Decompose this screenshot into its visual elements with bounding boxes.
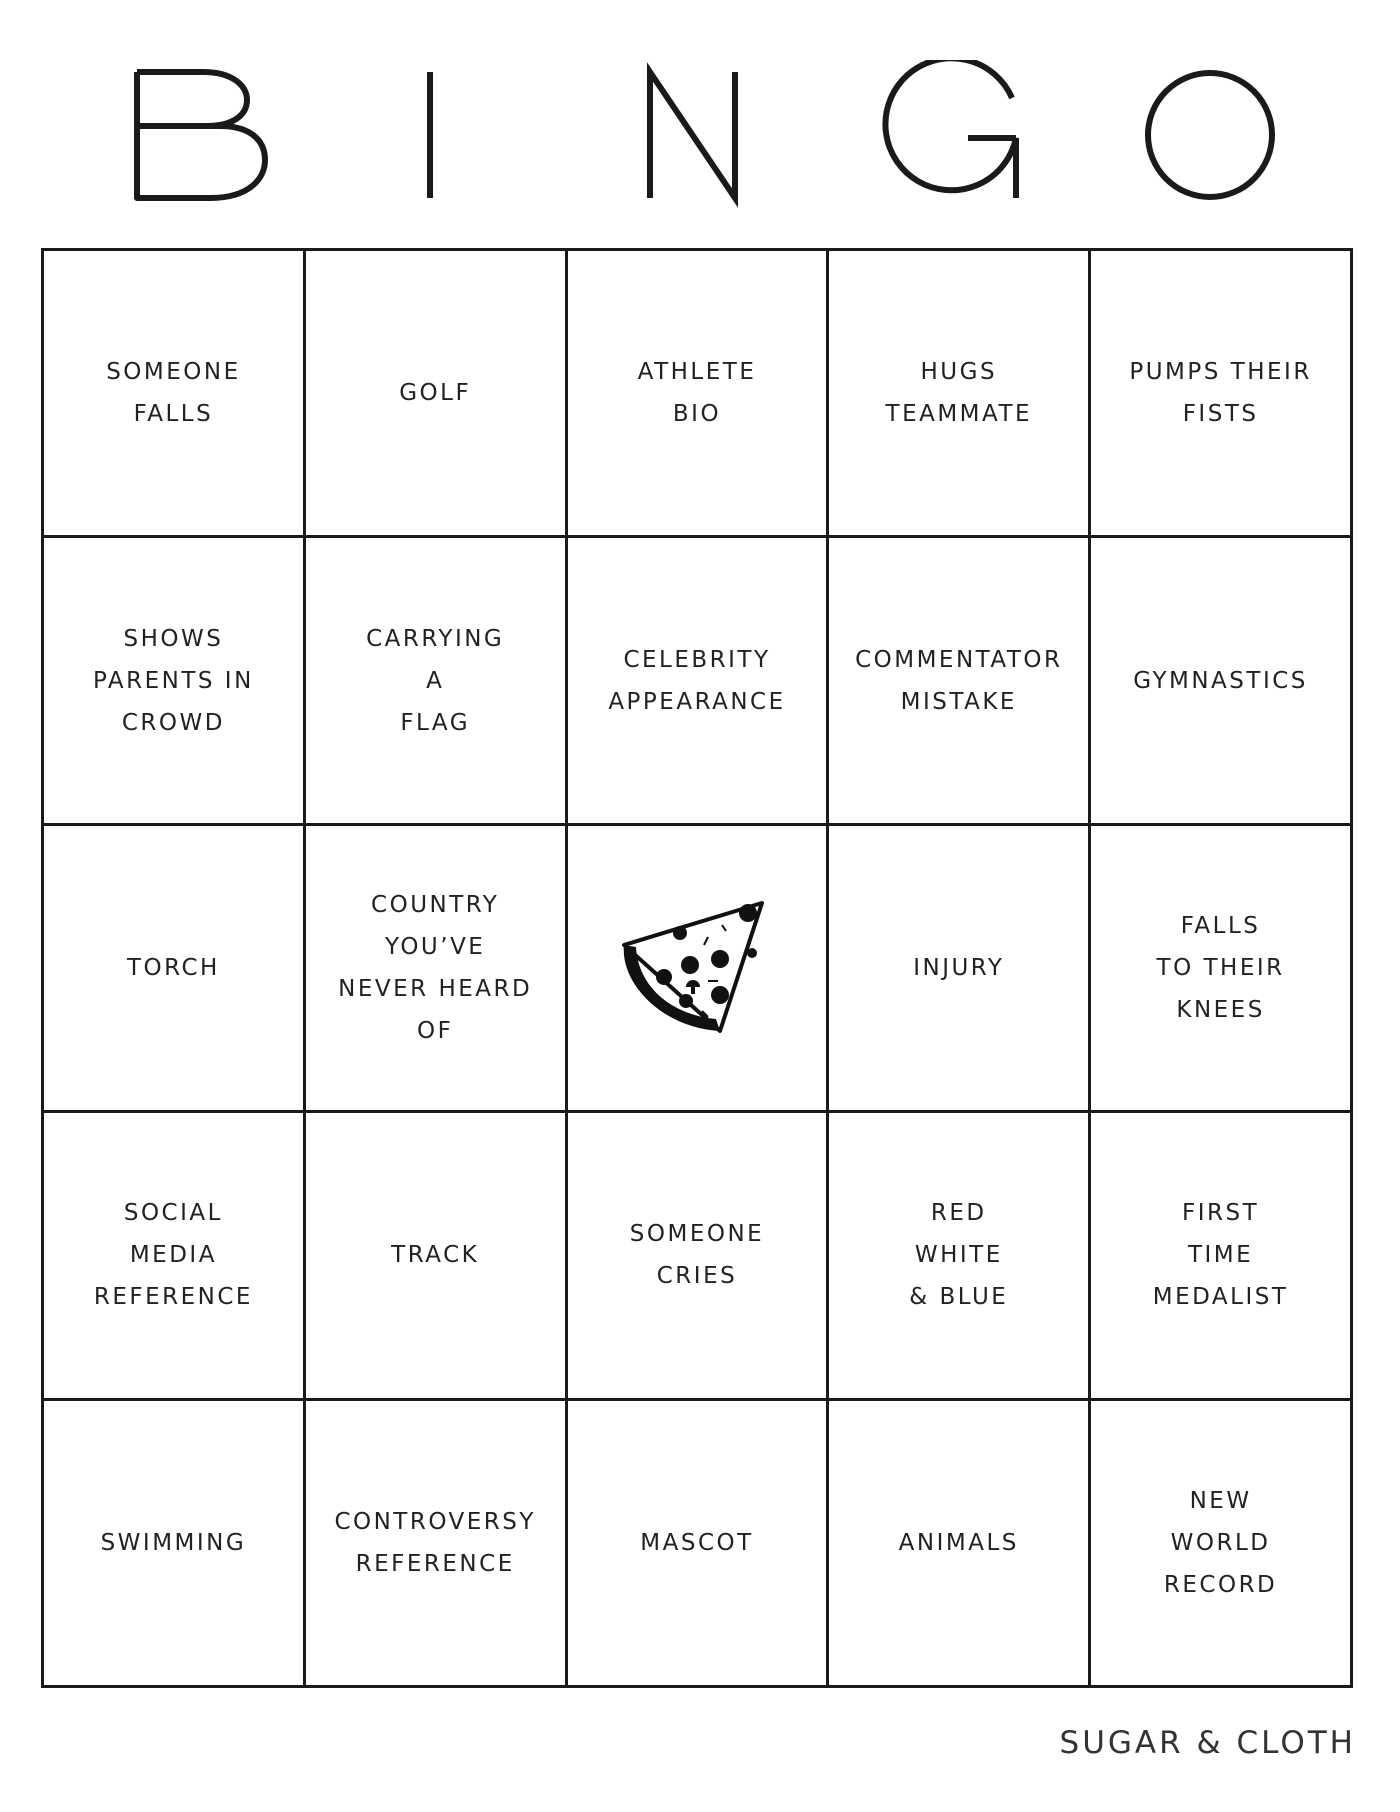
- brand-logo-text: SUGAR & CLOTH: [1059, 1725, 1356, 1761]
- bingo-cell[interactable]: [1091, 538, 1353, 825]
- cell-label: ANIMALS: [898, 1529, 1019, 1556]
- cell-label: CELEBRITY APPEARANCE: [608, 646, 786, 715]
- bingo-cell[interactable]: [829, 1401, 1091, 1688]
- bingo-cell[interactable]: [306, 826, 568, 1113]
- title-letter-o: [1120, 60, 1300, 210]
- cell-label: TRACK: [391, 1242, 480, 1269]
- cell-label: GYMNASTICS: [1133, 667, 1308, 694]
- free-space-cell[interactable]: [568, 826, 830, 1113]
- bingo-cell[interactable]: [1091, 251, 1353, 538]
- cell-label: COMMENTATOR MISTAKE: [855, 646, 1063, 715]
- bingo-cell[interactable]: [306, 1113, 568, 1400]
- cell-label: SOMEONE CRIES: [629, 1221, 765, 1290]
- cell-label: MASCOT: [640, 1529, 754, 1556]
- bingo-cell[interactable]: [306, 1401, 568, 1688]
- cell-label: RED WHITE & BLUE: [909, 1200, 1009, 1311]
- bingo-cell[interactable]: [829, 538, 1091, 825]
- cell-label: TORCH: [126, 954, 220, 981]
- bingo-cell[interactable]: [829, 251, 1091, 538]
- cell-label: ATHLETE BIO: [637, 359, 757, 428]
- bingo-cell[interactable]: [568, 251, 830, 538]
- title-letter-b: [115, 60, 295, 210]
- title-letter-n: [600, 60, 780, 210]
- cell-label: INJURY: [913, 954, 1005, 981]
- cell-label: CONTROVERSY REFERENCE: [334, 1508, 536, 1577]
- bingo-cell[interactable]: [1091, 1113, 1353, 1400]
- bingo-cell[interactable]: [1091, 826, 1353, 1113]
- bingo-cell[interactable]: [306, 251, 568, 538]
- cell-label: PUMPS THEIR FISTS: [1129, 359, 1312, 428]
- cell-label: SWIMMING: [100, 1529, 247, 1556]
- letter-i-glyph: [340, 60, 520, 210]
- cell-label: SOMEONE FALLS: [106, 359, 241, 428]
- cell-label: CARRYING A FLAG: [366, 625, 505, 736]
- bingo-cell[interactable]: [568, 1401, 830, 1688]
- cell-label: HUGS TEAMMATE: [885, 359, 1033, 428]
- bingo-card: [41, 248, 1353, 1688]
- bingo-title: [0, 60, 1400, 210]
- letter-o-glyph: [1120, 60, 1300, 210]
- bingo-cell[interactable]: [829, 826, 1091, 1113]
- pizza-slice-icon: [612, 883, 782, 1053]
- bingo-cell[interactable]: [44, 538, 306, 825]
- bingo-cell[interactable]: [568, 538, 830, 825]
- bingo-cell[interactable]: [44, 1113, 306, 1400]
- cell-label: NEW WORLD RECORD: [1163, 1487, 1278, 1598]
- bingo-cell[interactable]: [44, 1401, 306, 1688]
- bingo-cell[interactable]: [44, 251, 306, 538]
- cell-label: FIRST TIME MEDALIST: [1152, 1200, 1289, 1311]
- bingo-cell[interactable]: [568, 1113, 830, 1400]
- bingo-cell[interactable]: [44, 826, 306, 1113]
- title-letter-g: [860, 60, 1040, 210]
- title-letter-i: [340, 60, 520, 210]
- bingo-cell[interactable]: [306, 538, 568, 825]
- letter-b-glyph: [115, 60, 295, 210]
- cell-label: SOCIAL MEDIA REFERENCE: [93, 1200, 253, 1311]
- cell-label: COUNTRY YOU’VE NEVER HEARD OF: [338, 891, 533, 1044]
- letter-n-glyph: [600, 60, 780, 210]
- cell-label: FALLS TO THEIR KNEES: [1156, 912, 1285, 1023]
- letter-g-glyph: [860, 60, 1040, 210]
- cell-label: GOLF: [399, 380, 472, 407]
- bingo-cell[interactable]: [1091, 1401, 1353, 1688]
- bingo-cell[interactable]: [829, 1113, 1091, 1400]
- cell-label: SHOWS PARENTS IN CROWD: [92, 625, 254, 736]
